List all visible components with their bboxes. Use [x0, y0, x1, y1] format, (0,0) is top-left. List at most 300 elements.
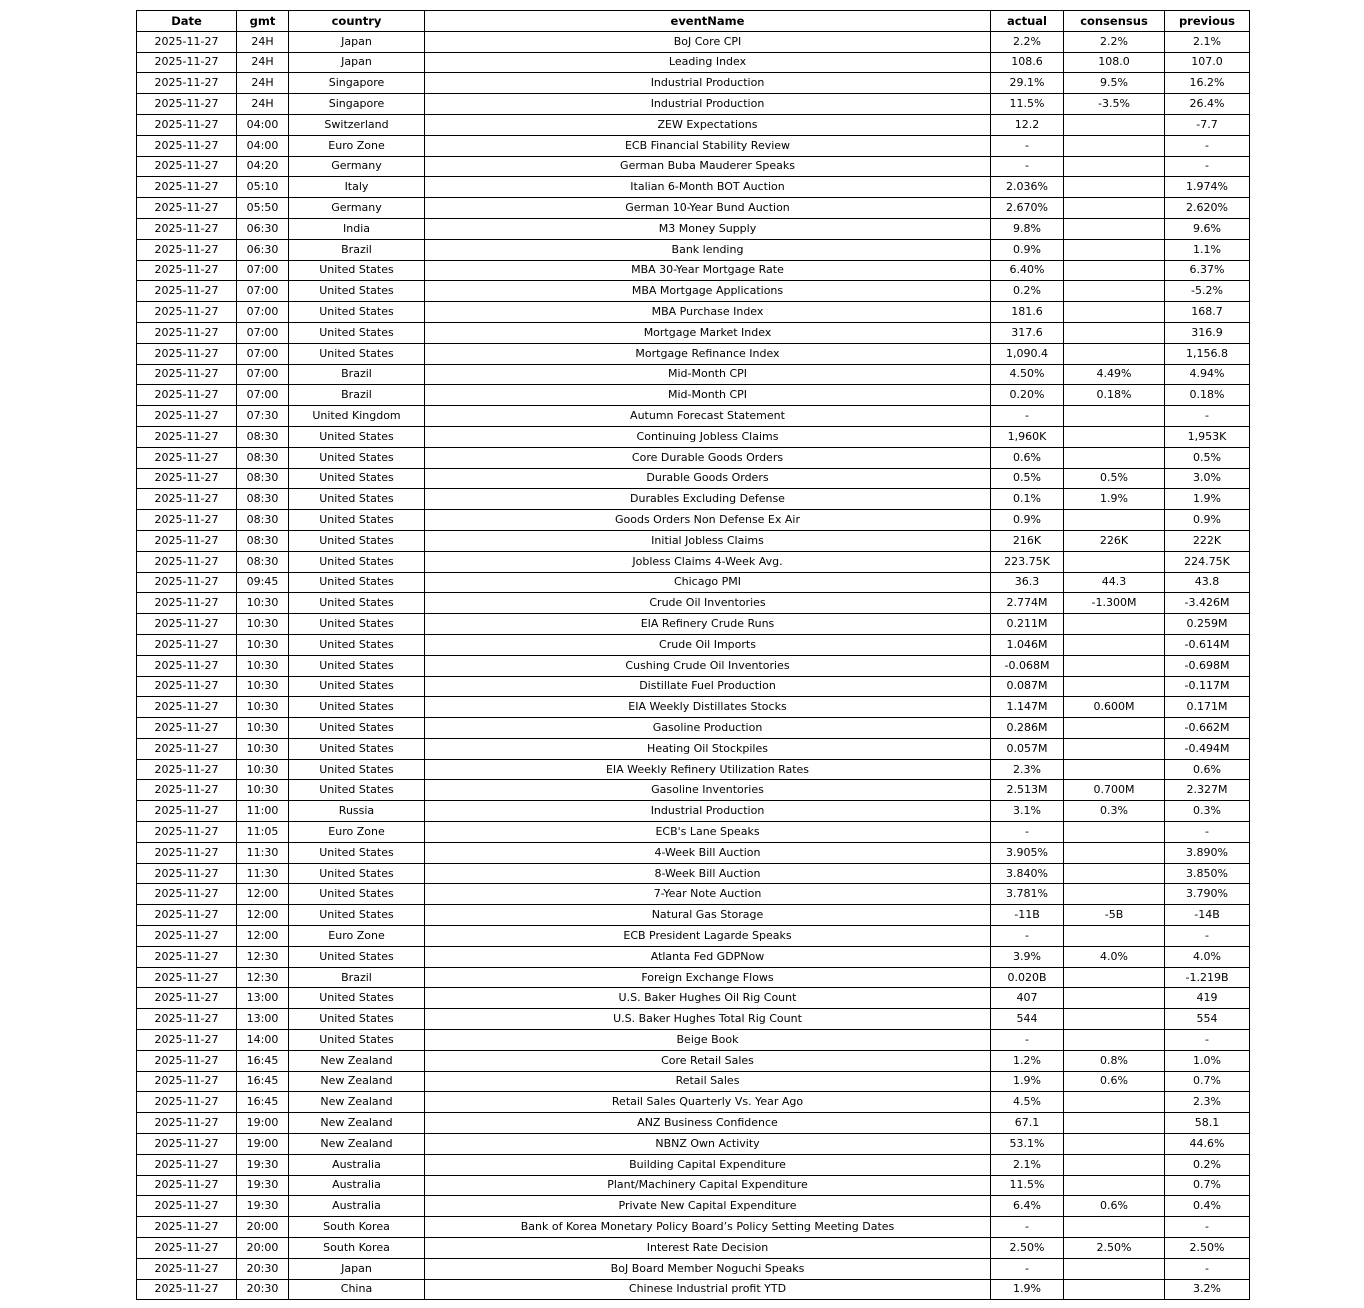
cell-gmt: 20:30	[237, 1279, 289, 1300]
cell-event-name: ANZ Business Confidence	[425, 1113, 991, 1134]
cell-actual: 216K	[991, 530, 1064, 551]
cell-consensus	[1064, 322, 1165, 343]
cell-gmt: 11:00	[237, 801, 289, 822]
table-row	[137, 1217, 1250, 1238]
cell-actual: 6.40%	[991, 260, 1064, 281]
cell-date: 2025-11-27	[137, 135, 237, 156]
cell-actual: 2.670%	[991, 198, 1064, 219]
cell-country: United States	[289, 322, 425, 343]
cell-country: United States	[289, 489, 425, 510]
cell-event-name: 4-Week Bill Auction	[425, 842, 991, 863]
table-row	[137, 302, 1250, 323]
cell-actual: -	[991, 135, 1064, 156]
cell-gmt: 12:30	[237, 946, 289, 967]
cell-country: Australia	[289, 1196, 425, 1217]
cell-consensus	[1064, 822, 1165, 843]
cell-date: 2025-11-27	[137, 364, 237, 385]
cell-country: United States	[289, 447, 425, 468]
cell-date: 2025-11-27	[137, 302, 237, 323]
table-row	[137, 260, 1250, 281]
cell-date: 2025-11-27	[137, 114, 237, 135]
cell-gmt: 24H	[237, 52, 289, 73]
cell-date: 2025-11-27	[137, 738, 237, 759]
cell-gmt: 07:00	[237, 364, 289, 385]
cell-gmt: 08:30	[237, 468, 289, 489]
table-row	[137, 406, 1250, 427]
table-row	[137, 1258, 1250, 1279]
cell-actual: 1,960K	[991, 426, 1064, 447]
cell-date: 2025-11-27	[137, 510, 237, 531]
table-row	[137, 1238, 1250, 1259]
cell-event-name: Retail Sales	[425, 1071, 991, 1092]
table-row	[137, 177, 1250, 198]
table-row	[137, 551, 1250, 572]
cell-event-name: Mid-Month CPI	[425, 385, 991, 406]
cell-actual: 1.9%	[991, 1071, 1064, 1092]
cell-previous: -	[1165, 135, 1250, 156]
cell-country: New Zealand	[289, 1134, 425, 1155]
cell-gmt: 10:30	[237, 780, 289, 801]
cell-previous: 2.50%	[1165, 1238, 1250, 1259]
cell-country: United States	[289, 759, 425, 780]
cell-event-name: Building Capital Expenditure	[425, 1154, 991, 1175]
cell-gmt: 19:30	[237, 1196, 289, 1217]
cell-event-name: Chicago PMI	[425, 572, 991, 593]
cell-consensus	[1064, 260, 1165, 281]
cell-country: Australia	[289, 1175, 425, 1196]
cell-consensus	[1064, 135, 1165, 156]
cell-country: United States	[289, 302, 425, 323]
cell-actual: 3.9%	[991, 946, 1064, 967]
cell-actual: 407	[991, 988, 1064, 1009]
cell-country: United States	[289, 780, 425, 801]
cell-consensus	[1064, 1175, 1165, 1196]
cell-actual: 1,090.4	[991, 343, 1064, 364]
cell-gmt: 08:30	[237, 551, 289, 572]
cell-actual: 4.5%	[991, 1092, 1064, 1113]
table-row	[137, 1009, 1250, 1030]
cell-event-name: 8-Week Bill Auction	[425, 863, 991, 884]
cell-consensus	[1064, 239, 1165, 260]
cell-event-name: M3 Money Supply	[425, 218, 991, 239]
cell-event-name: U.S. Baker Hughes Oil Rig Count	[425, 988, 991, 1009]
cell-country: United States	[289, 655, 425, 676]
cell-date: 2025-11-27	[137, 1092, 237, 1113]
cell-actual: 4.50%	[991, 364, 1064, 385]
cell-date: 2025-11-27	[137, 1154, 237, 1175]
cell-event-name: Beige Book	[425, 1030, 991, 1051]
cell-country: China	[289, 1279, 425, 1300]
cell-consensus	[1064, 281, 1165, 302]
cell-previous: 419	[1165, 988, 1250, 1009]
cell-date: 2025-11-27	[137, 842, 237, 863]
cell-actual: 0.20%	[991, 385, 1064, 406]
cell-actual: 12.2	[991, 114, 1064, 135]
cell-actual: 0.9%	[991, 510, 1064, 531]
table-row	[137, 530, 1250, 551]
cell-gmt: 24H	[237, 94, 289, 115]
table-row	[137, 52, 1250, 73]
cell-gmt: 04:00	[237, 135, 289, 156]
cell-consensus	[1064, 177, 1165, 198]
table-row	[137, 426, 1250, 447]
column-header-gmt: gmt	[237, 11, 289, 32]
cell-date: 2025-11-27	[137, 1238, 237, 1259]
cell-gmt: 12:00	[237, 905, 289, 926]
table-row	[137, 1154, 1250, 1175]
cell-date: 2025-11-27	[137, 614, 237, 635]
cell-consensus	[1064, 426, 1165, 447]
cell-previous: 3.850%	[1165, 863, 1250, 884]
cell-country: United States	[289, 343, 425, 364]
cell-previous: 6.37%	[1165, 260, 1250, 281]
table-row	[137, 343, 1250, 364]
cell-gmt: 08:30	[237, 426, 289, 447]
cell-event-name: Crude Oil Inventories	[425, 593, 991, 614]
cell-actual: 36.3	[991, 572, 1064, 593]
table-row	[137, 967, 1250, 988]
cell-consensus	[1064, 1009, 1165, 1030]
cell-actual: 1.046M	[991, 634, 1064, 655]
cell-country: United States	[289, 551, 425, 572]
cell-gmt: 13:00	[237, 1009, 289, 1030]
cell-previous: 554	[1165, 1009, 1250, 1030]
cell-previous: 0.18%	[1165, 385, 1250, 406]
cell-event-name: EIA Weekly Distillates Stocks	[425, 697, 991, 718]
cell-event-name: ECB Financial Stability Review	[425, 135, 991, 156]
cell-gmt: 11:05	[237, 822, 289, 843]
cell-event-name: Core Durable Goods Orders	[425, 447, 991, 468]
cell-gmt: 07:00	[237, 385, 289, 406]
cell-actual: -	[991, 406, 1064, 427]
cell-consensus	[1064, 614, 1165, 635]
cell-country: United States	[289, 1030, 425, 1051]
cell-event-name: Distillate Fuel Production	[425, 676, 991, 697]
cell-event-name: BoJ Core CPI	[425, 31, 991, 52]
cell-previous: 0.3%	[1165, 801, 1250, 822]
cell-gmt: 06:30	[237, 239, 289, 260]
cell-consensus	[1064, 655, 1165, 676]
table-row	[137, 1092, 1250, 1113]
table-row	[137, 1196, 1250, 1217]
cell-gmt: 19:30	[237, 1154, 289, 1175]
cell-consensus	[1064, 447, 1165, 468]
cell-event-name: Bank lending	[425, 239, 991, 260]
cell-date: 2025-11-27	[137, 73, 237, 94]
cell-actual: -	[991, 1258, 1064, 1279]
cell-previous: 0.259M	[1165, 614, 1250, 635]
cell-gmt: 19:00	[237, 1113, 289, 1134]
cell-date: 2025-11-27	[137, 655, 237, 676]
cell-date: 2025-11-27	[137, 780, 237, 801]
cell-date: 2025-11-27	[137, 468, 237, 489]
cell-previous: 1.974%	[1165, 177, 1250, 198]
cell-previous: 0.5%	[1165, 447, 1250, 468]
cell-gmt: 04:20	[237, 156, 289, 177]
cell-actual: -11B	[991, 905, 1064, 926]
table-row	[137, 634, 1250, 655]
cell-event-name: EIA Refinery Crude Runs	[425, 614, 991, 635]
cell-date: 2025-11-27	[137, 489, 237, 510]
cell-event-name: Industrial Production	[425, 73, 991, 94]
cell-previous: 0.6%	[1165, 759, 1250, 780]
cell-consensus: 1.9%	[1064, 489, 1165, 510]
cell-consensus	[1064, 988, 1165, 1009]
cell-date: 2025-11-27	[137, 52, 237, 73]
cell-actual: 181.6	[991, 302, 1064, 323]
cell-gmt: 10:30	[237, 759, 289, 780]
cell-previous: 0.7%	[1165, 1071, 1250, 1092]
cell-consensus	[1064, 156, 1165, 177]
table-row	[137, 1279, 1250, 1300]
cell-actual: 0.020B	[991, 967, 1064, 988]
cell-date: 2025-11-27	[137, 1113, 237, 1134]
cell-previous: -5.2%	[1165, 281, 1250, 302]
cell-actual: 2.513M	[991, 780, 1064, 801]
cell-gmt: 08:30	[237, 510, 289, 531]
cell-date: 2025-11-27	[137, 1258, 237, 1279]
cell-previous: 4.0%	[1165, 946, 1250, 967]
table-row	[137, 364, 1250, 385]
cell-country: Brazil	[289, 967, 425, 988]
cell-consensus: 4.0%	[1064, 946, 1165, 967]
cell-consensus	[1064, 114, 1165, 135]
cell-gmt: 10:30	[237, 738, 289, 759]
cell-consensus	[1064, 406, 1165, 427]
cell-previous: -0.662M	[1165, 718, 1250, 739]
cell-previous: -0.494M	[1165, 738, 1250, 759]
cell-gmt: 11:30	[237, 863, 289, 884]
cell-previous: -	[1165, 156, 1250, 177]
cell-event-name: Heating Oil Stockpiles	[425, 738, 991, 759]
cell-previous: 0.9%	[1165, 510, 1250, 531]
cell-previous: 26.4%	[1165, 94, 1250, 115]
cell-event-name: MBA Mortgage Applications	[425, 281, 991, 302]
cell-event-name: Gasoline Production	[425, 718, 991, 739]
cell-previous: -0.117M	[1165, 676, 1250, 697]
cell-country: United States	[289, 1009, 425, 1030]
cell-gmt: 06:30	[237, 218, 289, 239]
cell-country: United States	[289, 842, 425, 863]
cell-country: Brazil	[289, 239, 425, 260]
cell-actual: 3.905%	[991, 842, 1064, 863]
cell-event-name: Jobless Claims 4-Week Avg.	[425, 551, 991, 572]
cell-date: 2025-11-27	[137, 863, 237, 884]
cell-event-name: MBA Purchase Index	[425, 302, 991, 323]
cell-country: United States	[289, 510, 425, 531]
cell-date: 2025-11-27	[137, 1009, 237, 1030]
cell-country: United States	[289, 530, 425, 551]
cell-gmt: 07:00	[237, 281, 289, 302]
cell-consensus	[1064, 198, 1165, 219]
cell-actual: 11.5%	[991, 1175, 1064, 1196]
cell-previous: 44.6%	[1165, 1134, 1250, 1155]
cell-event-name: BoJ Board Member Noguchi Speaks	[425, 1258, 991, 1279]
cell-consensus: -1.300M	[1064, 593, 1165, 614]
cell-event-name: Bank of Korea Monetary Policy Board’s Policy Setting Meeting Dates	[425, 1217, 991, 1238]
cell-event-name: Interest Rate Decision	[425, 1238, 991, 1259]
cell-gmt: 20:30	[237, 1258, 289, 1279]
column-header-country: country	[289, 11, 425, 32]
economic-calendar-table	[136, 10, 1250, 1300]
cell-previous: 16.2%	[1165, 73, 1250, 94]
cell-gmt: 07:00	[237, 343, 289, 364]
table-row	[137, 738, 1250, 759]
cell-date: 2025-11-27	[137, 718, 237, 739]
cell-consensus: -5B	[1064, 905, 1165, 926]
cell-event-name: Foreign Exchange Flows	[425, 967, 991, 988]
cell-actual: 2.1%	[991, 1154, 1064, 1175]
cell-country: United States	[289, 946, 425, 967]
cell-gmt: 12:30	[237, 967, 289, 988]
table-row	[137, 801, 1250, 822]
cell-previous: 168.7	[1165, 302, 1250, 323]
cell-country: South Korea	[289, 1217, 425, 1238]
cell-actual: 108.6	[991, 52, 1064, 73]
cell-date: 2025-11-27	[137, 801, 237, 822]
cell-event-name: Durable Goods Orders	[425, 468, 991, 489]
cell-gmt: 14:00	[237, 1030, 289, 1051]
table-row	[137, 135, 1250, 156]
cell-country: Japan	[289, 1258, 425, 1279]
cell-date: 2025-11-27	[137, 281, 237, 302]
cell-actual: -	[991, 822, 1064, 843]
cell-date: 2025-11-27	[137, 406, 237, 427]
cell-date: 2025-11-27	[137, 94, 237, 115]
cell-consensus: 226K	[1064, 530, 1165, 551]
table-row	[137, 718, 1250, 739]
cell-previous: -	[1165, 926, 1250, 947]
table-row	[137, 822, 1250, 843]
cell-event-name: ZEW Expectations	[425, 114, 991, 135]
cell-gmt: 24H	[237, 31, 289, 52]
cell-gmt: 07:00	[237, 322, 289, 343]
cell-previous: 1.0%	[1165, 1050, 1250, 1071]
cell-previous: 316.9	[1165, 322, 1250, 343]
cell-previous: 4.94%	[1165, 364, 1250, 385]
cell-event-name: Durables Excluding Defense	[425, 489, 991, 510]
cell-previous: 0.2%	[1165, 1154, 1250, 1175]
cell-gmt: 05:10	[237, 177, 289, 198]
cell-gmt: 04:00	[237, 114, 289, 135]
cell-previous: 0.171M	[1165, 697, 1250, 718]
cell-previous: 224.75K	[1165, 551, 1250, 572]
cell-country: Euro Zone	[289, 135, 425, 156]
cell-consensus	[1064, 676, 1165, 697]
cell-actual: 0.057M	[991, 738, 1064, 759]
cell-country: United States	[289, 426, 425, 447]
cell-event-name: NBNZ Own Activity	[425, 1134, 991, 1155]
cell-consensus	[1064, 634, 1165, 655]
cell-gmt: 13:00	[237, 988, 289, 1009]
cell-event-name: ECB's Lane Speaks	[425, 822, 991, 843]
cell-consensus: 0.700M	[1064, 780, 1165, 801]
table-row	[137, 156, 1250, 177]
cell-previous: -0.614M	[1165, 634, 1250, 655]
table-row	[137, 1113, 1250, 1134]
cell-actual: 3.781%	[991, 884, 1064, 905]
table-row	[137, 510, 1250, 531]
cell-actual: 544	[991, 1009, 1064, 1030]
cell-previous: 3.2%	[1165, 1279, 1250, 1300]
cell-gmt: 07:00	[237, 302, 289, 323]
cell-consensus	[1064, 218, 1165, 239]
cell-gmt: 11:30	[237, 842, 289, 863]
cell-date: 2025-11-27	[137, 593, 237, 614]
cell-previous: -0.698M	[1165, 655, 1250, 676]
table-row	[137, 759, 1250, 780]
cell-previous: 1,156.8	[1165, 343, 1250, 364]
cell-event-name: Atlanta Fed GDPNow	[425, 946, 991, 967]
cell-country: Euro Zone	[289, 926, 425, 947]
cell-event-name: Plant/Machinery Capital Expenditure	[425, 1175, 991, 1196]
cell-previous: -7.7	[1165, 114, 1250, 135]
cell-consensus	[1064, 863, 1165, 884]
cell-date: 2025-11-27	[137, 905, 237, 926]
cell-previous: -	[1165, 406, 1250, 427]
table-row	[137, 1030, 1250, 1051]
cell-gmt: 16:45	[237, 1092, 289, 1113]
cell-country: Brazil	[289, 385, 425, 406]
cell-country: United States	[289, 593, 425, 614]
cell-date: 2025-11-27	[137, 447, 237, 468]
cell-country: Germany	[289, 156, 425, 177]
cell-gmt: 19:00	[237, 1134, 289, 1155]
cell-event-name: Initial Jobless Claims	[425, 530, 991, 551]
cell-actual: -	[991, 1217, 1064, 1238]
cell-consensus	[1064, 1217, 1165, 1238]
cell-consensus	[1064, 510, 1165, 531]
cell-date: 2025-11-27	[137, 343, 237, 364]
cell-actual: 6.4%	[991, 1196, 1064, 1217]
cell-event-name: Autumn Forecast Statement	[425, 406, 991, 427]
cell-event-name: Chinese Industrial profit YTD	[425, 1279, 991, 1300]
cell-country: United States	[289, 718, 425, 739]
cell-previous: 1,953K	[1165, 426, 1250, 447]
cell-country: United States	[289, 281, 425, 302]
cell-gmt: 08:30	[237, 489, 289, 510]
cell-consensus	[1064, 718, 1165, 739]
cell-country: United States	[289, 863, 425, 884]
table-row	[137, 1050, 1250, 1071]
cell-actual: 11.5%	[991, 94, 1064, 115]
cell-consensus	[1064, 302, 1165, 323]
cell-previous: 2.620%	[1165, 198, 1250, 219]
cell-country: Switzerland	[289, 114, 425, 135]
cell-date: 2025-11-27	[137, 1217, 237, 1238]
cell-consensus	[1064, 551, 1165, 572]
cell-consensus: 2.2%	[1064, 31, 1165, 52]
cell-country: United States	[289, 634, 425, 655]
table-row	[137, 198, 1250, 219]
cell-consensus: 0.3%	[1064, 801, 1165, 822]
cell-date: 2025-11-27	[137, 198, 237, 219]
table-row	[137, 905, 1250, 926]
cell-consensus: 0.8%	[1064, 1050, 1165, 1071]
cell-country: New Zealand	[289, 1071, 425, 1092]
cell-country: New Zealand	[289, 1050, 425, 1071]
cell-event-name: ECB President Lagarde Speaks	[425, 926, 991, 947]
cell-consensus: 4.49%	[1064, 364, 1165, 385]
cell-actual: -	[991, 1030, 1064, 1051]
cell-date: 2025-11-27	[137, 322, 237, 343]
cell-event-name: Natural Gas Storage	[425, 905, 991, 926]
cell-gmt: 16:45	[237, 1050, 289, 1071]
cell-country: New Zealand	[289, 1113, 425, 1134]
cell-actual: 2.2%	[991, 31, 1064, 52]
cell-consensus	[1064, 842, 1165, 863]
cell-event-name: Industrial Production	[425, 94, 991, 115]
